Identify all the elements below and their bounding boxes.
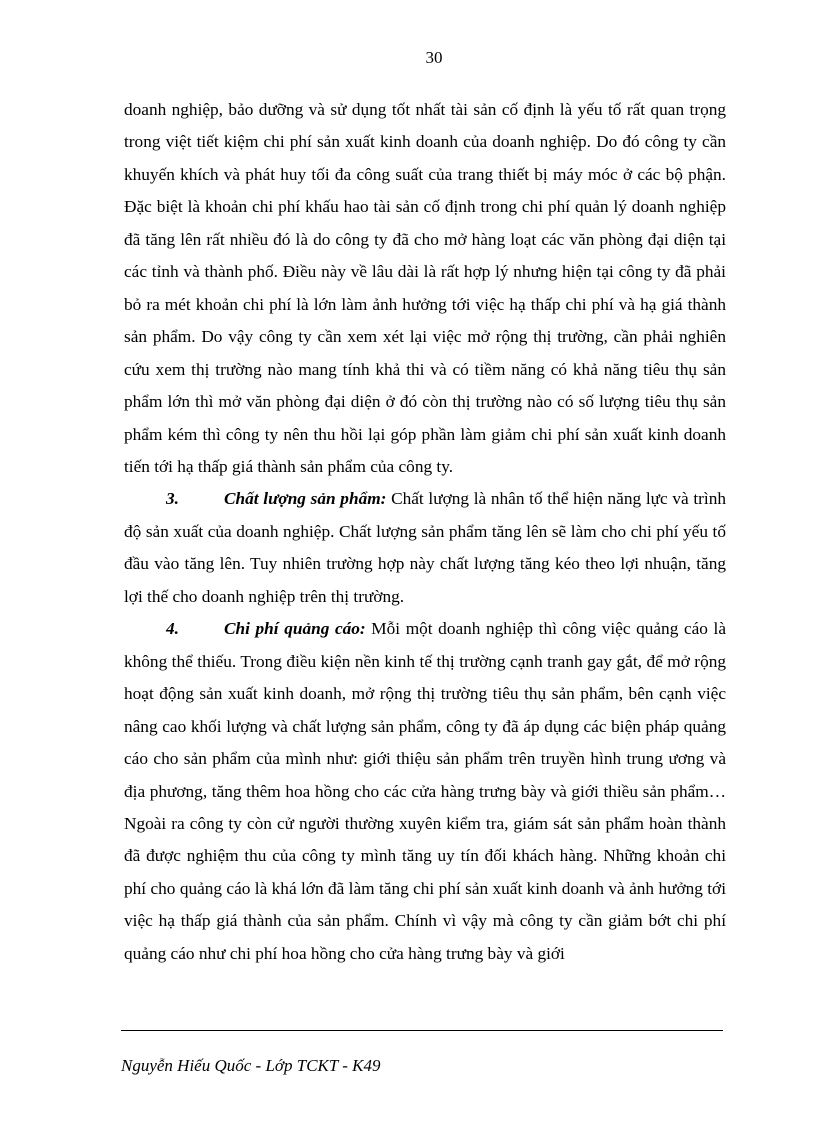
item-text: Mỗi một doanh nghiệp thì công việc quảng cáo là không thể thiếu. Trong điều kiện nền kinh tế thị trường cạnh tranh gay gắt, để mở rộng hoạt động sản xuất kinh doanh, mở rộng thị trường tiêu thụ sản phẩm, bên cạnh việc nâng cao khối lượng và chất lượng sản phẩm, công ty đã áp dụng các biện pháp quảng cáo cho sản phẩm của mình như: giới thiệu sản phẩm trên truyền hình trung ương và địa phương, tăng thêm hoa hồng cho các cửa hàng trưng bày và giới thiều sản phẩm… Ngoài ra công ty còn cử người thường xuyên kiểm tra, giám sát sản phẩm hoàn thành đã được nghiệm thu của công ty mình tăng uy tín đối khách hàng. Những khoản chi phí cho quảng cáo là khá lớn đã làm tăng chi phí sản xuất kinh doanh và ảnh hưởng tới việc hạ thấp giá thành của sản phẩm. Chính vì vậy mà công ty cần giảm bớt chi phí quảng cáo như chi phí hoa hồng cho cửa hàng trưng bày và giới (124, 619, 726, 963)
footer-author: Nguyễn Hiếu Quốc - Lớp TCKT - K49 (121, 1056, 381, 1075)
paragraph-cost-fixed-assets: doanh nghiệp, bảo dưỡng và sử dụng tốt nhất tài sản cố định là yếu tố rất quan trọng trong việt tiết kiệm chi phí sản xuất kinh doanh của doanh nghiệp. Do đó công ty cần khuyến khích và phát huy tối đa công suất của trang thiết bị máy móc ở các bộ phận. Đặc biệt là khoản chi phí khấu hao tài sản cố định trong chi phí quản lý doanh nghiệp đã tăng lên rất nhiều đó là do công ty đã cho mở hàng loạt các văn phòng đại diện tại các tỉnh và thành phố. Điều này về lâu dài là rất hợp lý nhưng hiện tại công ty đã phải bỏ ra mét khoản chi phí là lớn làm ảnh hưởng tới việc hạ thấp chi phí và hạ giá thành sản phẩm. Do vậy công ty cần xem xét lại việc mở rộng thị trường, cần phải nghiên cứu xem thị trường nào mang tính khả thi và có tiềm năng có khả năng tiêu thụ sản phẩm lớn thì mở văn phòng đại diện ở đó còn thị trường nào có số lượng tiêu thụ sản phẩm kém thì công ty nên thu hồi lại góp phần làm giảm chi phí sản xuất kinh doanh tiến tới hạ thấp giá thành sản phẩm của công ty. (124, 100, 726, 476)
item-number: 3. (166, 489, 179, 509)
paragraph-advertising-cost (124, 613, 726, 970)
paragraph-product-quality (124, 483, 726, 613)
item-number: 4. (166, 619, 179, 639)
page-number: 30 (425, 48, 443, 67)
item-text: Chất lượng là nhân tố thể hiện năng lực và trình độ sản xuất của doanh nghiệp. Chất lượng sản phẩm tăng lên sẽ làm cho chi phí yếu tố đầu vào tăng lên. Tuy nhiên trường hợp này chất lượng tăng kéo theo lợi nhuận, tăng lợi thế cho doanh nghiệp trên thị trường. (124, 489, 726, 606)
item-heading: Chất lượng sản phẩm: (224, 489, 387, 509)
item-heading: Chi phí quảng cáo: (224, 619, 366, 639)
body-text (124, 94, 726, 970)
footer-divider (121, 1030, 723, 1031)
